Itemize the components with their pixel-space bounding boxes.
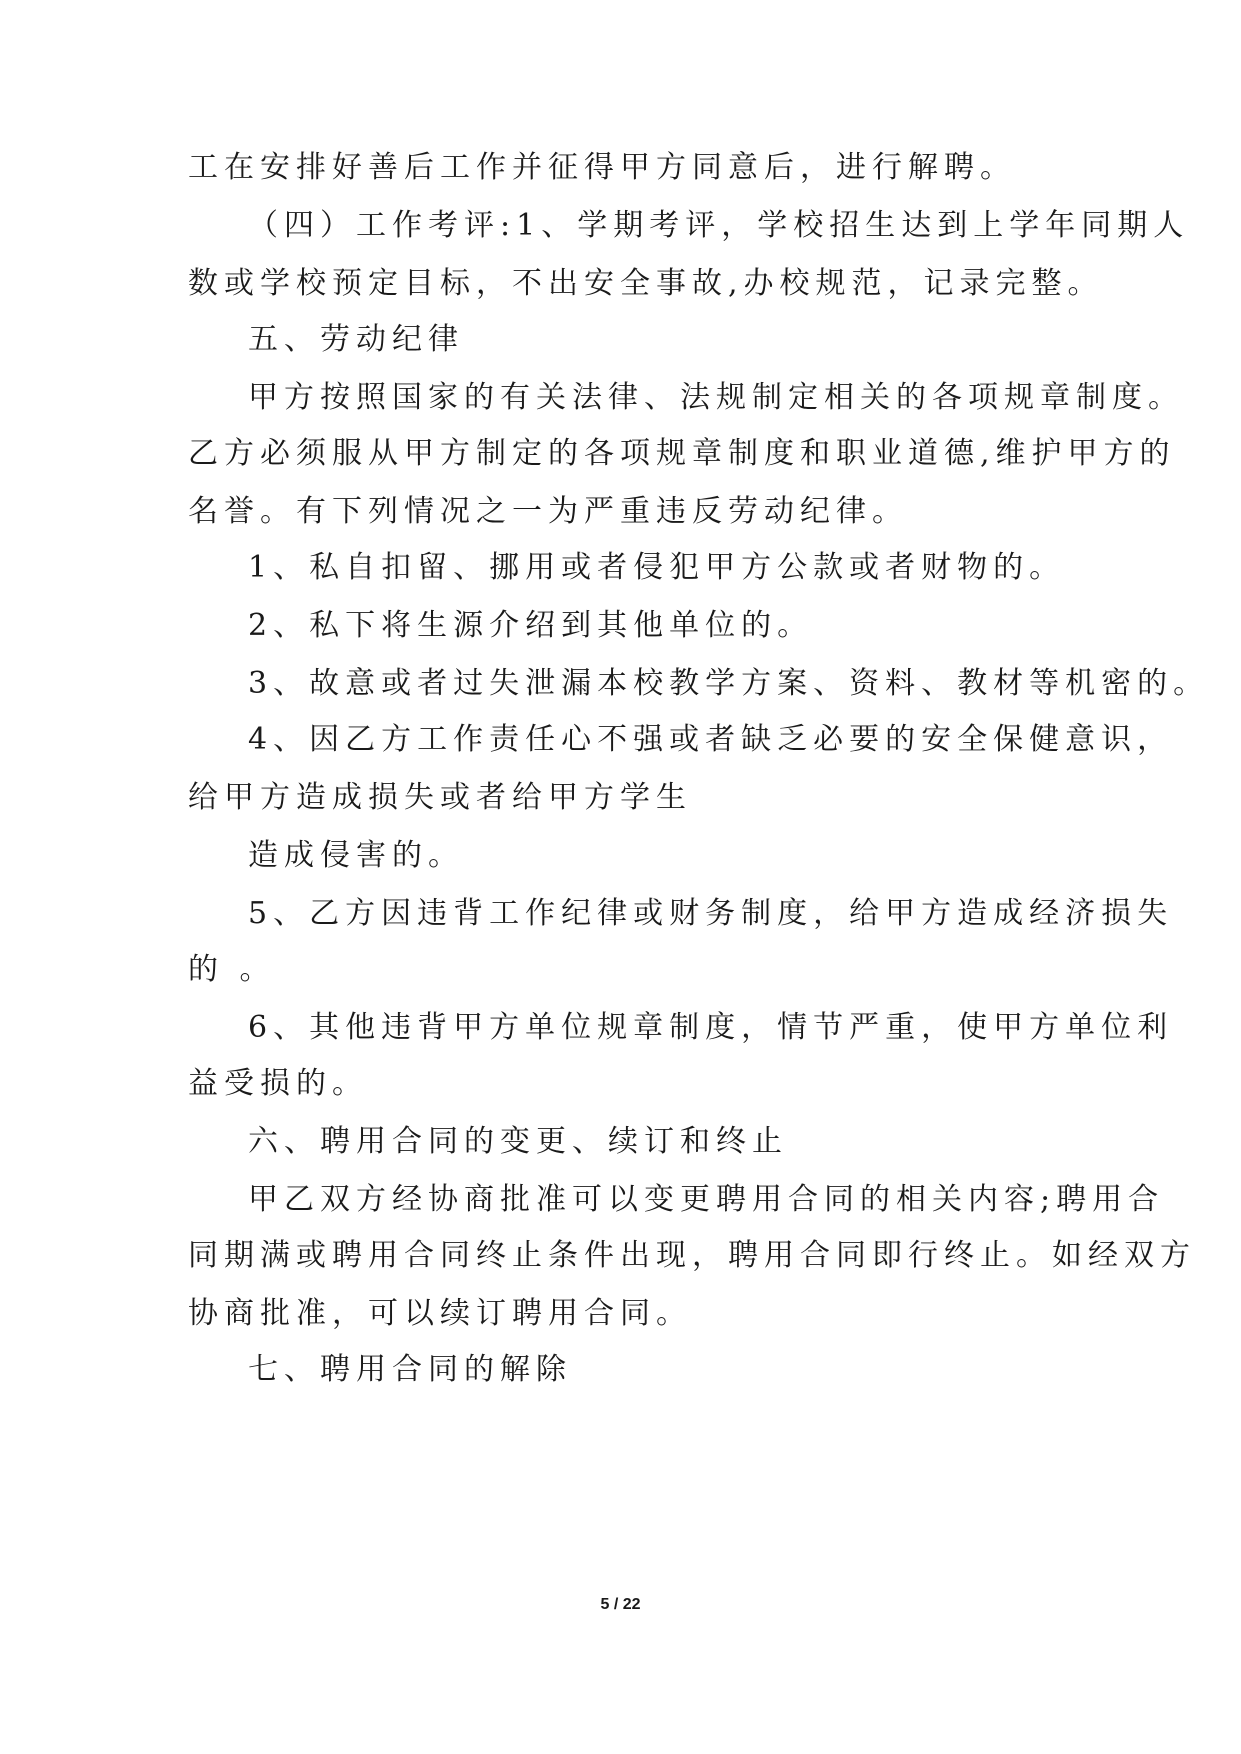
list-item: 3、故意或者过失泄漏本校教学方案、资料、教材等机密的。 bbox=[248, 666, 1210, 701]
list-item-continuation: 给甲方造成损失或者给甲方学生 bbox=[188, 780, 692, 815]
paragraph-line: 名誉。有下列情况之一为严重违反劳动纪律。 bbox=[188, 494, 908, 529]
list-item: 5、乙方因违背工作纪律或财务制度，给甲方造成经济损失 bbox=[248, 896, 1174, 931]
section-heading: 六、聘用合同的变更、续订和终止 bbox=[248, 1124, 788, 1159]
paragraph-line: 甲乙双方经协商批准可以变更聘用合同的相关内容;聘用合 bbox=[248, 1182, 1165, 1217]
body-line: 工在安排好善后工作并征得甲方同意后，进行解聘。 bbox=[188, 150, 1016, 185]
paragraph-line: 同期满或聘用合同终止条件出现，聘用合同即行终止。如经双方 bbox=[188, 1238, 1196, 1273]
list-item: 1、私自扣留、挪用或者侵犯甲方公款或者财物的。 bbox=[248, 550, 1066, 585]
list-item: 4、因乙方工作责任心不强或者缺乏必要的安全保健意识， bbox=[248, 722, 1174, 757]
paragraph-line: 协商批准，可以续订聘用合同。 bbox=[188, 1296, 692, 1331]
section-heading: 七、聘用合同的解除 bbox=[248, 1352, 572, 1387]
section-heading: 五、劳动纪律 bbox=[248, 322, 464, 357]
body-line: 数或学校预定目标，不出安全事故,办校规范，记录完整。 bbox=[188, 266, 1104, 301]
page-number: 5 / 22 bbox=[600, 1596, 641, 1613]
list-item-continuation: 益受损的。 bbox=[188, 1066, 368, 1101]
list-item-continuation: 的 。 bbox=[188, 952, 276, 987]
list-item-continuation: 造成侵害的。 bbox=[248, 838, 464, 873]
list-item: 6、其他违背甲方单位规章制度，情节严重，使甲方单位利 bbox=[248, 1010, 1174, 1045]
paragraph-line: 甲方按照国家的有关法律、法规制定相关的各项规章制度。 bbox=[248, 380, 1184, 415]
paragraph-line: 乙方必须服从甲方制定的各项规章制度和职业道德,维护甲方的 bbox=[188, 436, 1176, 471]
list-item: 2、私下将生源介绍到其他单位的。 bbox=[248, 608, 814, 643]
section-line: （四）工作考评:1、学期考评，学校招生达到上学年同期人 bbox=[248, 208, 1190, 243]
